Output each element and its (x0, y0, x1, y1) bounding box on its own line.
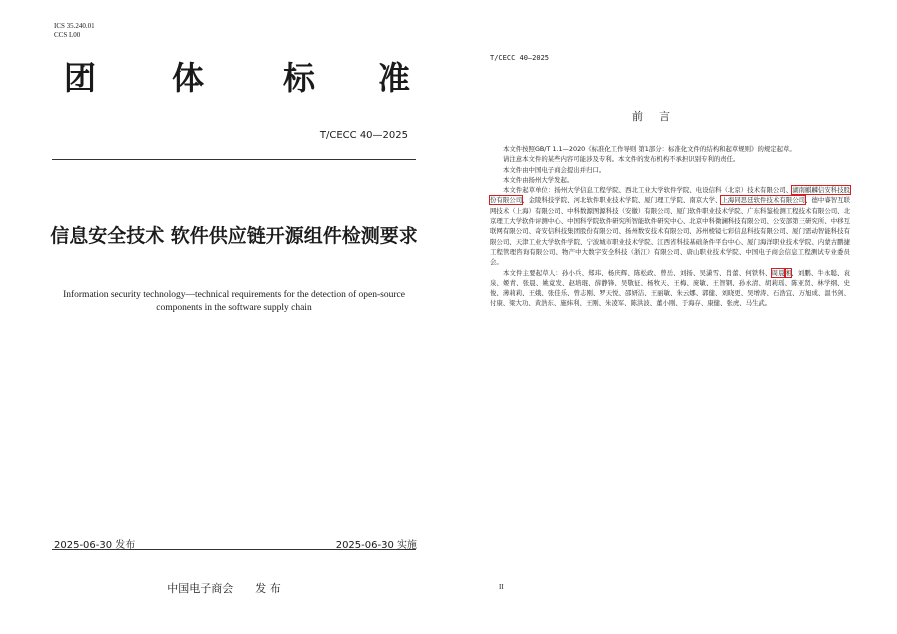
highlighted-org-2: 上海同思廷软件技术有限公司 (721, 196, 806, 205)
preface-body (490, 144, 850, 309)
ics-code: ICS 35.240.01 (54, 22, 95, 30)
page-number: II (499, 583, 504, 591)
classification-codes (54, 22, 95, 40)
header-standard-number: T/CECC 40—2025 (490, 54, 550, 62)
standard-type-title (52, 58, 412, 98)
highlighted-name-part-2: 湘 (784, 268, 792, 277)
preface-paragraph: 请注意本文件的某些内容可能涉及专利。本文件的发布机构不承担识别专利的责任。 (503, 155, 740, 164)
implement-date: 2025-06-30 实施 (335, 540, 417, 551)
preface-page (449, 0, 897, 634)
publish-date: 2025-06-30 发布 (54, 540, 136, 551)
cover-page (0, 0, 448, 634)
cover-bottom-rule (52, 549, 416, 550)
ccs-code: CCS L00 (54, 31, 81, 39)
drafters-paragraph: 本文件主要起草人：孙小兵、郑玮、杨庆辉、陈松政、曾岳、刘扬、吴潇雪、肖蕾、何铁科、周晨湘、刘鹏、牛永聪、袁泉、姬青、张晨、姚竟发、赵培琨、薛静锋、吴敬征、杨牧天、王梅、庞敏、王智钢、孙永清、胡莉瑶、陈亚贤、林学纲、史俊、薄莉莉、王娥、张佳乐、曾志刚、罗天悦、邵妍洁、王丽敏、朱云娜、郭健、刘晓更、吴增涛、石浩宜、万旭成、温书剑、付康、梁大功、黄浩东、施炜利、王刚、朱凌军、陈洪波、董小刚、于海存、康健、张虎、马生武。 (490, 268, 851, 308)
title-char-1: 团 (64, 59, 97, 97)
english-title: Information security technology—technical requirements for the detection of open-source components in the software supply chain (63, 290, 405, 313)
drafting-units-paragraph: 本文件起草单位：扬州大学信息工程学院、西北工业大学软件学院、电设信科（北京）技术有限公司、湖南麒麟信安科技股份有限公司、金陵科技学院、河北软件职业技术学院、厦门理工学院、南京大学、上海同思廷软件技术有限公司、德中睿智互联网技术（上海）有限公司、中科数源图源科技（安徽）有限公司、厦门软件职业技术学院、广东科鉴检测工程技术有限公司、北京理工大学软件评测中心、中国科学院软件研究所智能软件研究中心、北京中科微澜科技有限公司、公安部第三研究所、中移互联网有限公司、奇安信科技集团股份有限公司、扬州数安技术有限公司、苏州棱镜七彩信息科技有限公司、厦门需动智能科技有限公司、天津工业大学软件学院、宁波城市职业技术学院、江西省科技基础条件平台中心、厦门海洋职业技术学院、内蒙古鹏捷工程管理咨询有限公司、物产中大数字安全科技（浙江）有限公司、唐山职业技术学院、中国电子商会信息工程测试专业委员会。 (490, 186, 851, 267)
highlighted-name-part-1: 周晨 (771, 268, 785, 277)
issuer (0, 580, 448, 596)
highlighted-org-1: 湖南麒麟信安科技股份有限公司 (490, 186, 851, 205)
cover-standard-number: T/CECC 40—2025 (319, 130, 408, 141)
preface-paragraph: 本文件由中国电子商会提出并归口。 (503, 165, 606, 174)
issuer-action: 发 布 (255, 582, 281, 595)
cover-top-rule (52, 159, 416, 160)
preface-paragraph: 本文件由扬州大学发起。 (503, 175, 574, 184)
issuer-name: 中国电子商会 (167, 582, 234, 595)
preface-paragraph: 本文件按照GB/T 1.1—2020《标准化工作导则 第1部分：标准化文件的结构和起草规则》的规定起草。 (503, 145, 796, 153)
preface-title: 前言 (632, 110, 686, 123)
title-char-4: 准 (378, 59, 411, 97)
chinese-title: 信息安全技术 软件供应链开源组件检测要求 (50, 225, 418, 247)
title-char-2: 体 (172, 59, 205, 97)
title-char-3: 标 (283, 59, 316, 97)
